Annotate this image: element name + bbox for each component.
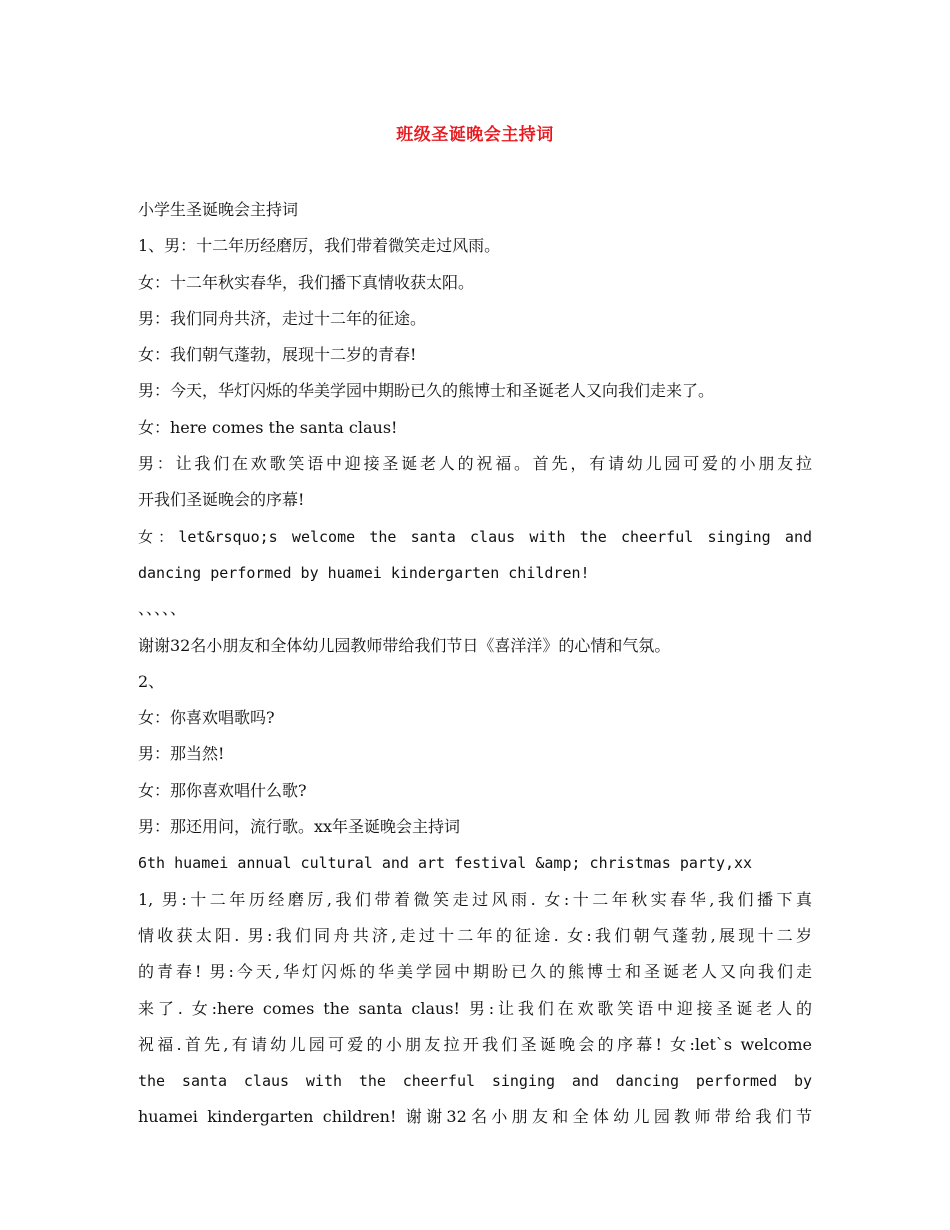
text-line: 男：今天，华灯闪烁的华美学园中期盼已久的熊博士和圣诞老人又向我们走来了。 <box>138 381 715 401</box>
text-line: 1, 男:十二年历经磨厉,我们带着微笑走过风雨. 女:十二年秋实春华,我们播下真 <box>138 889 812 909</box>
text-line: 1、男：十二年历经磨厉，我们带着微笑走过风雨。 <box>138 236 501 256</box>
text-line: 女：here comes the santa claus! <box>138 417 398 437</box>
text-line: 女：你喜欢唱歌吗? <box>138 708 275 728</box>
text-line: 女：那你喜欢唱什么歌? <box>138 780 307 800</box>
text-line: 的青春! 男:今天,华灯闪烁的华美学园中期盼已久的熊博士和圣诞老人又向我们走 <box>138 962 812 982</box>
text-line: huamei kindergarten children! 谢谢32名小朋友和全体幼儿园教师带给我们节 <box>138 1107 812 1127</box>
text-line: 祝福.首先,有请幼儿园可爱的小朋友拉开我们圣诞晚会的序幕! 女:let`s welcome <box>138 1034 812 1054</box>
text-line: 女：我们朝气蓬勃，展现十二岁的青春! <box>138 345 417 365</box>
text-line: dancing performed by huamei kindergarten children! <box>138 563 590 582</box>
text-line: 女：十二年秋实春华，我们播下真情收获太阳。 <box>138 272 475 292</box>
text-line: 女：let&rsquo;s welcome the santa claus with the cheerful singing and <box>138 527 812 546</box>
text-line: 2、 <box>138 671 165 691</box>
text-line: the santa claus with the cheerful singing and dancing performed by <box>138 1072 812 1091</box>
text-line: 男：我们同舟共济，走过十二年的征途。 <box>138 308 427 328</box>
text-line: 谢谢32名小朋友和全体幼儿园教师带给我们节日《喜洋洋》的心情和气氛。 <box>138 635 671 655</box>
text-line: 开我们圣诞晚会的序幕! <box>138 490 305 510</box>
text-line: 、、、、、 <box>138 599 187 619</box>
text-line: 6th huamei annual cultural and art festival &amp; christmas party,xx <box>138 854 753 873</box>
text-line: 来了. 女:here comes the santa claus! 男:让我们在欢歌笑语中迎接圣诞老人的 <box>138 998 812 1018</box>
text-line: 男：让我们在欢歌笑语中迎接圣诞老人的祝福。首先，有请幼儿园可爱的小朋友拉 <box>138 454 812 474</box>
text-line: 情收获太阳. 男:我们同舟共济,走过十二年的征途. 女:我们朝气蓬勃,展现十二岁 <box>138 925 812 945</box>
document-title: 班级圣诞晚会主持词 <box>396 125 554 145</box>
document-body <box>138 192 812 1136</box>
text-line: 男：那当然! <box>138 744 225 764</box>
text-line: 男：那还用问，流行歌。xx年圣诞晚会主持词 <box>138 817 461 837</box>
text-line: 小学生圣诞晚会主持词 <box>138 200 299 219</box>
